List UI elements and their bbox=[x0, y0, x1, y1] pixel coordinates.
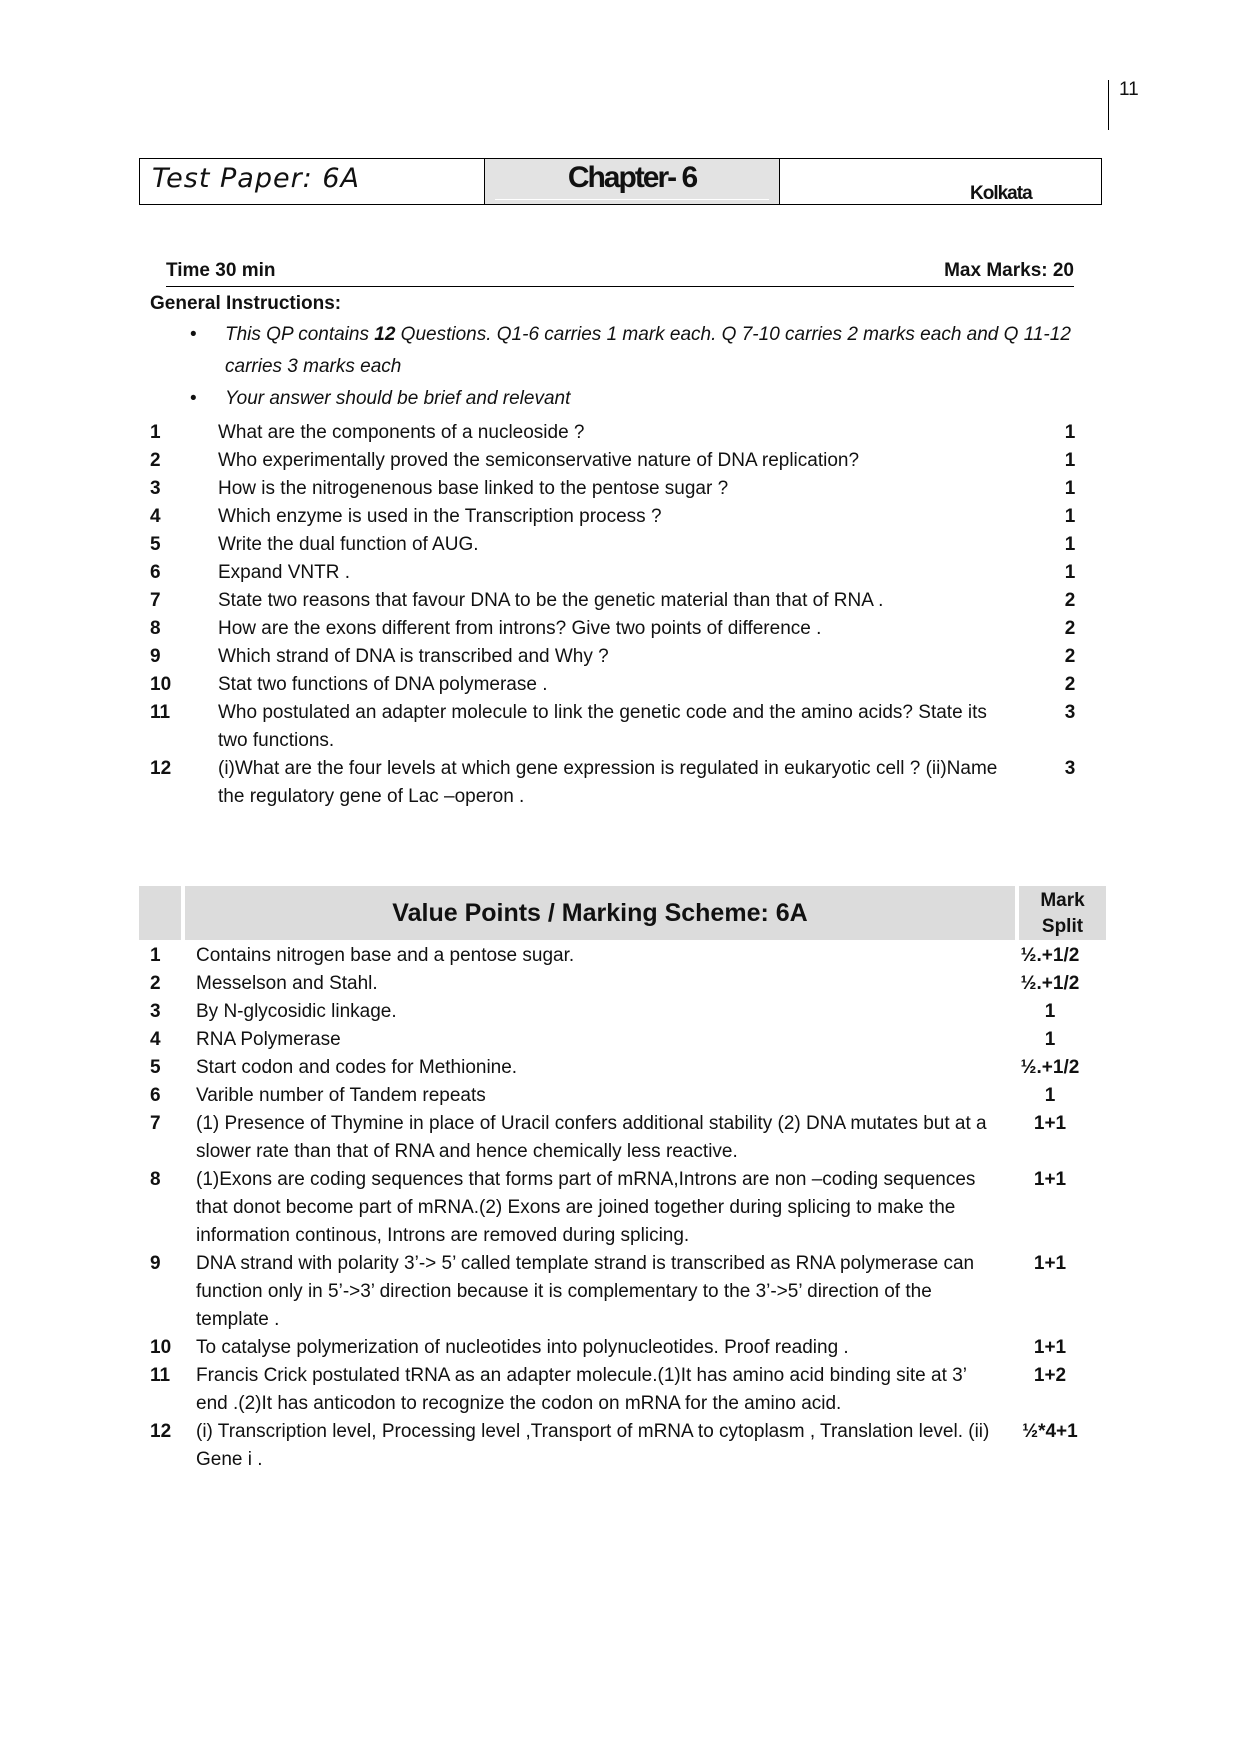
answer-number: 8 bbox=[150, 1169, 161, 1190]
question-text: What are the components of a nucleoside ? bbox=[218, 422, 585, 443]
general-instructions-title: General Instructions: bbox=[150, 293, 342, 314]
answer-number: 10 bbox=[150, 1337, 172, 1358]
question-number: 1 bbox=[150, 422, 161, 443]
answer-marks: 1+1 bbox=[1033, 1337, 1067, 1358]
question-text: How is the nitrogenenous base linked to the pentose sugar ? bbox=[218, 478, 729, 499]
answer-marks: ½.+1/2 bbox=[1020, 973, 1080, 994]
question-text: Which enzyme is used in the Transcription process ? bbox=[218, 506, 662, 527]
time-label: Time 30 min bbox=[166, 260, 276, 281]
question-number: 5 bbox=[150, 534, 161, 555]
question-number: 11 bbox=[150, 702, 171, 723]
question-number: 4 bbox=[150, 506, 161, 527]
question-text: Write the dual function of AUG. bbox=[218, 534, 479, 555]
answer-text: By N-glycosidic linkage. bbox=[196, 1001, 397, 1022]
answer-marks: 1+2 bbox=[1033, 1365, 1067, 1386]
question-text: State two reasons that favour DNA to be the genetic material than that of RNA . bbox=[218, 590, 884, 611]
answer-text: (i) Transcription level, Processing level ,Transport of mRNA to cytoplasm , Translation level. (ii) Gene i . bbox=[196, 1421, 990, 1470]
answer-text: Contains nitrogen base and a pentose sugar. bbox=[196, 945, 575, 966]
max-marks-label: Max Marks: 20 bbox=[944, 260, 1074, 281]
answer-number: 5 bbox=[150, 1057, 161, 1078]
question-marks: 1 bbox=[1064, 562, 1076, 583]
instruction-text: This QP contains 12 Questions. Q1-6 carries 1 mark each. Q 7-10 carries 2 marks each and Q 11-12 carries 3 marks each bbox=[225, 324, 1071, 377]
question-marks: 1 bbox=[1064, 478, 1076, 499]
answer-text: (1)Exons are coding sequences that forms part of mRNA,Introns are non –coding sequences that donot become part of mRNA.(2) Exons are joined together during splicing to make the information continous, Introns are removed during splicing. bbox=[196, 1169, 976, 1246]
instruction-item bbox=[190, 319, 1095, 383]
answer-number: 1 bbox=[150, 945, 161, 966]
answer-text: RNA Polymerase bbox=[196, 1029, 341, 1050]
instruction-text: Your answer should be brief and relevant bbox=[225, 388, 571, 409]
answer-marks: ½.+1/2 bbox=[1020, 1057, 1080, 1078]
answer-number: 7 bbox=[150, 1113, 161, 1134]
answer-text: Start codon and codes for Methionine. bbox=[196, 1057, 518, 1078]
question-number: 8 bbox=[150, 618, 161, 639]
answer-number: 4 bbox=[150, 1029, 161, 1050]
chapter-title bbox=[485, 159, 780, 204]
question-marks: 3 bbox=[1064, 758, 1076, 779]
question-text: Which strand of DNA is transcribed and Why ? bbox=[218, 646, 609, 667]
question-marks: 2 bbox=[1064, 674, 1076, 695]
marking-scheme-header bbox=[139, 886, 1106, 940]
region-cell bbox=[780, 159, 1101, 204]
question-marks: 1 bbox=[1064, 450, 1076, 471]
answer-number: 2 bbox=[150, 973, 161, 994]
header-table bbox=[139, 158, 1102, 205]
question-text: Stat two functions of DNA polymerase . bbox=[218, 674, 548, 695]
question-number: 3 bbox=[150, 478, 161, 499]
mark-split-header bbox=[1019, 886, 1106, 940]
answer-marks: 1+1 bbox=[1033, 1169, 1067, 1190]
question-text: Who postulated an adapter molecule to link the genetic code and the amino acids? State its two functions. bbox=[218, 702, 987, 751]
answer-marks: 1 bbox=[1044, 1029, 1056, 1050]
answer-text: Francis Crick postulated tRNA as an adapter molecule.(1)It has amino acid binding site at 3’ end .(2)It has anticodon to recognize the codon on mRNA for the amino acid. bbox=[196, 1365, 967, 1414]
question-number: 12 bbox=[150, 758, 172, 779]
instruction-item bbox=[190, 383, 1095, 415]
bullet-icon: • bbox=[190, 388, 197, 409]
answer-marks: 1+1 bbox=[1033, 1113, 1067, 1134]
question-number: 6 bbox=[150, 562, 161, 583]
answer-text: Messelson and Stahl. bbox=[196, 973, 378, 994]
question-text: How are the exons different from introns? Give two points of difference . bbox=[218, 618, 822, 639]
chapter-label: Chapter- 6 bbox=[567, 161, 697, 194]
answer-marks: ½.+1/2 bbox=[1020, 945, 1080, 966]
question-number: 10 bbox=[150, 674, 172, 695]
question-marks: 3 bbox=[1064, 702, 1076, 723]
question-number: 9 bbox=[150, 646, 161, 667]
mark-header-line1: Mark bbox=[1040, 890, 1085, 911]
answer-marks: 1 bbox=[1044, 1001, 1056, 1022]
question-text: (i)What are the four levels at which gene expression is regulated in eukaryotic cell ? (ii)Name the regulatory gene of Lac –operon . bbox=[218, 758, 998, 807]
answer-number: 11 bbox=[150, 1365, 171, 1386]
answer-text: To catalyse polymerization of nucleotides into polynucleotides. Proof reading . bbox=[196, 1337, 849, 1358]
test-paper-title: Test Paper: 6A bbox=[140, 159, 485, 204]
question-text: Expand VNTR . bbox=[218, 562, 350, 583]
question-number: 2 bbox=[150, 450, 161, 471]
question-marks: 2 bbox=[1064, 646, 1076, 667]
mark-header-line2: Split bbox=[1041, 916, 1084, 937]
answer-number: 3 bbox=[150, 1001, 161, 1022]
question-marks: 1 bbox=[1064, 534, 1076, 555]
answer-marks: 1+1 bbox=[1033, 1253, 1067, 1274]
question-number: 7 bbox=[150, 590, 161, 611]
answer-marks: ½*4+1 bbox=[1022, 1421, 1078, 1442]
question-text: Who experimentally proved the semiconservative nature of DNA replication? bbox=[218, 450, 860, 471]
marking-scheme-title: Value Points / Marking Scheme: 6A bbox=[185, 886, 1015, 940]
question-marks: 1 bbox=[1064, 506, 1076, 527]
question-marks: 2 bbox=[1064, 590, 1076, 611]
answer-number: 9 bbox=[150, 1253, 161, 1274]
answer-number: 6 bbox=[150, 1085, 161, 1106]
region-label: Kolkata bbox=[970, 183, 1032, 204]
answer-marks: 1 bbox=[1044, 1085, 1056, 1106]
question-marks: 2 bbox=[1064, 618, 1076, 639]
meta-row bbox=[166, 260, 1074, 287]
answer-text: (1) Presence of Thymine in place of Uracil confers additional stability (2) DNA mutates but at a slower rate than that of RNA and hence chemically less reactive. bbox=[196, 1113, 987, 1162]
page-number: 11 bbox=[1108, 80, 1158, 130]
header-blank-cell bbox=[139, 886, 181, 940]
question-marks: 1 bbox=[1064, 422, 1076, 443]
answer-number: 12 bbox=[150, 1421, 172, 1442]
answer-text: DNA strand with polarity 3’-> 5’ called template strand is transcribed as RNA polymerase can function only in 5’->3’ direction because it is complementary to the 3’->5’ direction of the template . bbox=[196, 1253, 975, 1330]
answer-text: Varible number of Tandem repeats bbox=[196, 1085, 486, 1106]
bullet-icon: • bbox=[190, 324, 197, 345]
